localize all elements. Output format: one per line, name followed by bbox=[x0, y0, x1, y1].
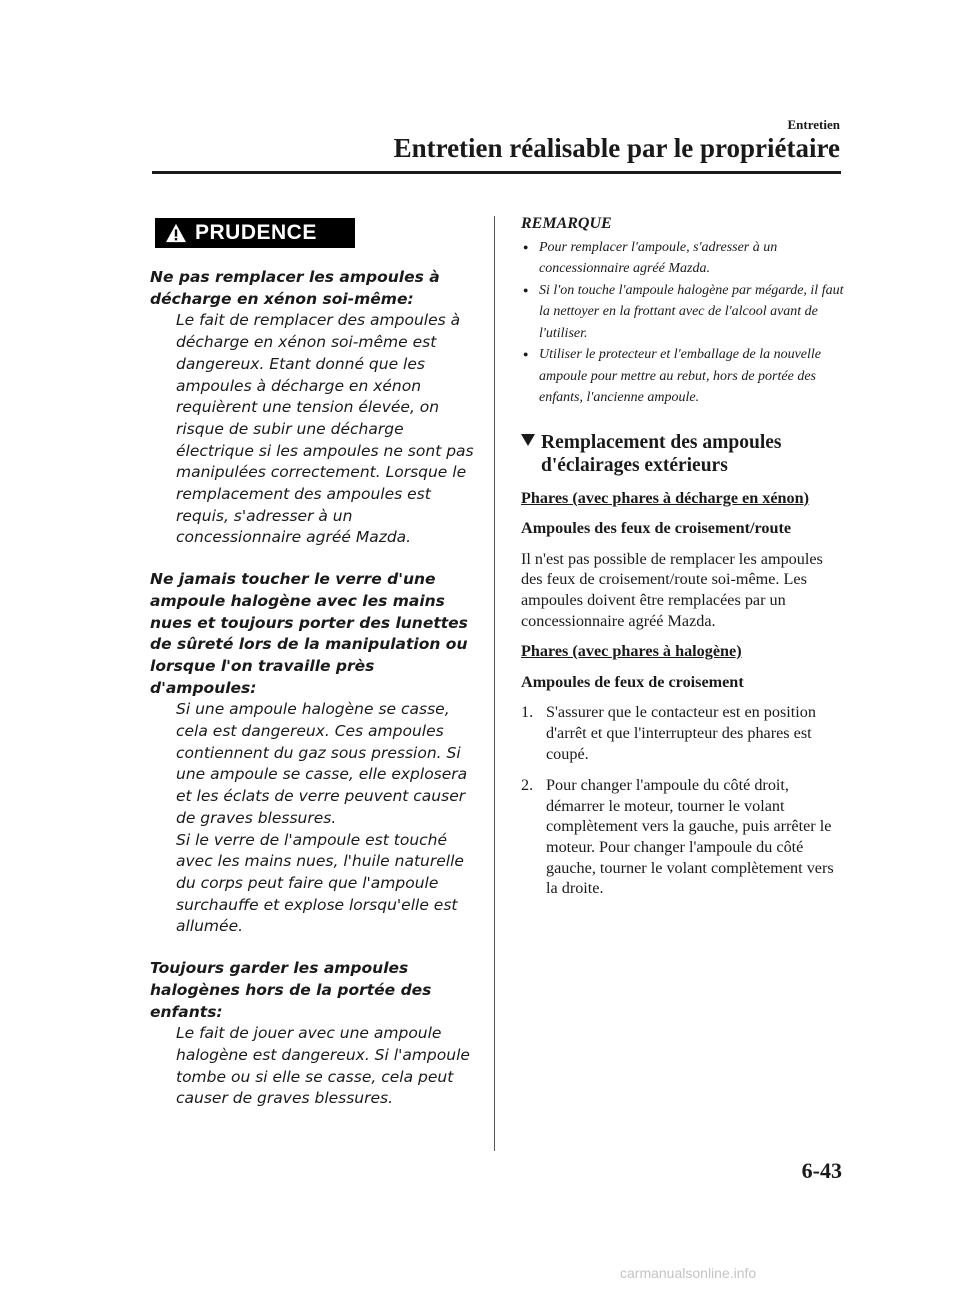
step-number: 1. bbox=[521, 703, 534, 722]
bullet-icon: ● bbox=[523, 284, 529, 295]
caution-heading: Ne pas remplacer les ampoules à décharge en xénon soi-même: bbox=[150, 268, 440, 308]
caution-body bbox=[150, 699, 480, 938]
content-column bbox=[521, 214, 846, 910]
running-header-title: Entretien réalisable par le propriétaire bbox=[393, 133, 840, 163]
remark-text: Utiliser le protecteur et l'emballage de la nouvelle ampoule pour mettre au rebut, hors de portée des enfants, l'ancienne ampoule. bbox=[539, 347, 822, 406]
running-header-section: Entretien bbox=[787, 117, 840, 132]
step-list bbox=[521, 702, 846, 898]
remark-item bbox=[521, 280, 846, 345]
caution-item bbox=[150, 267, 480, 549]
page-number: 6-43 bbox=[801, 1158, 842, 1183]
prudence-label: PRUDENCE bbox=[195, 221, 317, 244]
caution-paragraph: Le fait de jouer avec une ampoule halogène est dangereux. Si l'ampoule tombe ou si elle se casse, cela peut causer de graves blessures. bbox=[176, 1024, 470, 1108]
caution-item bbox=[150, 569, 480, 938]
caution-column bbox=[150, 218, 480, 1130]
step-text: S'assurer que le contacteur est en position d'arrêt et que l'interrupteur des phares est coupé. bbox=[546, 703, 816, 763]
remark-list bbox=[521, 237, 846, 409]
warning-triangle-icon bbox=[165, 223, 187, 243]
remark-text: Si l'on touche l'ampoule halogène par mégarde, il faut la nettoyer en la frottant avec de l'alcool avant de l'utiliser. bbox=[539, 282, 844, 341]
section-heading-text: Remplacement des ampoules d'éclairages extérieurs bbox=[541, 431, 782, 476]
caution-paragraph: Si le verre de l'ampoule est touché avec les mains nues, l'huile naturelle du corps peut faire que l'ampoule surchauffe et explose lorsqu'elle est allumée. bbox=[176, 830, 464, 936]
step-item bbox=[521, 702, 846, 764]
caution-heading: Toujours garder les ampoules halogènes hors de la portée des enfants: bbox=[150, 959, 432, 1021]
header-rule bbox=[152, 171, 841, 174]
triangle-down-icon bbox=[521, 431, 541, 477]
remark-title: REMARQUE bbox=[521, 215, 612, 232]
caution-body bbox=[150, 310, 480, 549]
step-number: 2. bbox=[521, 776, 534, 795]
caution-paragraph: Le fait de remplacer des ampoules à décharge en xénon soi-même est dangereux. Etant donné que les ampoules à décharge en xénon requièrent une tension élevée, on risque de subir une décharge électrique si les ampoules ne sont pas manipulées correctement. Lorsque le remplacement des ampoules est requis, s'adresser à un concessionnaire agréé Mazda. bbox=[176, 311, 474, 547]
watermark: carmanualsonline.info bbox=[620, 1265, 757, 1281]
column-divider bbox=[494, 216, 495, 1151]
caution-body bbox=[150, 1023, 480, 1110]
step-text: Pour changer l'ampoule du côté droit, démarrer le moteur, tourner le volant complètement vers la gauche, puis arrêter le moteur. Pour changer l'ampoule du côté gauche, tourner le volant complètement vers la droite. bbox=[546, 776, 834, 898]
caution-heading: Ne jamais toucher le verre d'une ampoule halogène avec les mains nues et toujours porter des lunettes de sûreté lors de la manipulation ou lorsque l'on travaille près d'ampoules: bbox=[150, 570, 468, 697]
xenon-heading: Phares (avec phares à décharge en xénon) bbox=[521, 488, 810, 507]
bullet-icon: ● bbox=[523, 241, 529, 252]
caution-item bbox=[150, 958, 480, 1110]
halogen-subheading: Ampoules de feux de croisement bbox=[521, 672, 744, 691]
section-heading bbox=[521, 431, 846, 477]
remark-item bbox=[521, 344, 846, 409]
prudence-banner bbox=[155, 218, 355, 248]
step-item bbox=[521, 775, 846, 899]
xenon-subheading: Ampoules des feux de croisement/route bbox=[521, 519, 792, 538]
caution-paragraph: Si une ampoule halogène se casse, cela est dangereux. Ces ampoules contiennent du gaz sous pression. Si une ampoule se casse, elle explosera et les éclats de verre peuvent causer de graves blessures. bbox=[176, 700, 468, 827]
remark-item bbox=[521, 237, 846, 280]
xenon-paragraph: Il n'est pas possible de remplacer les ampoules des feux de croisement/route soi-même. Les ampoules doivent être remplacées par un concessionnaire agréé Mazda. bbox=[521, 549, 823, 630]
bullet-icon: ● bbox=[523, 349, 529, 360]
halogen-heading: Phares (avec phares à halogène) bbox=[521, 642, 742, 661]
remark-text: Pour remplacer l'ampoule, s'adresser à un concessionnaire agréé Mazda. bbox=[539, 239, 778, 277]
